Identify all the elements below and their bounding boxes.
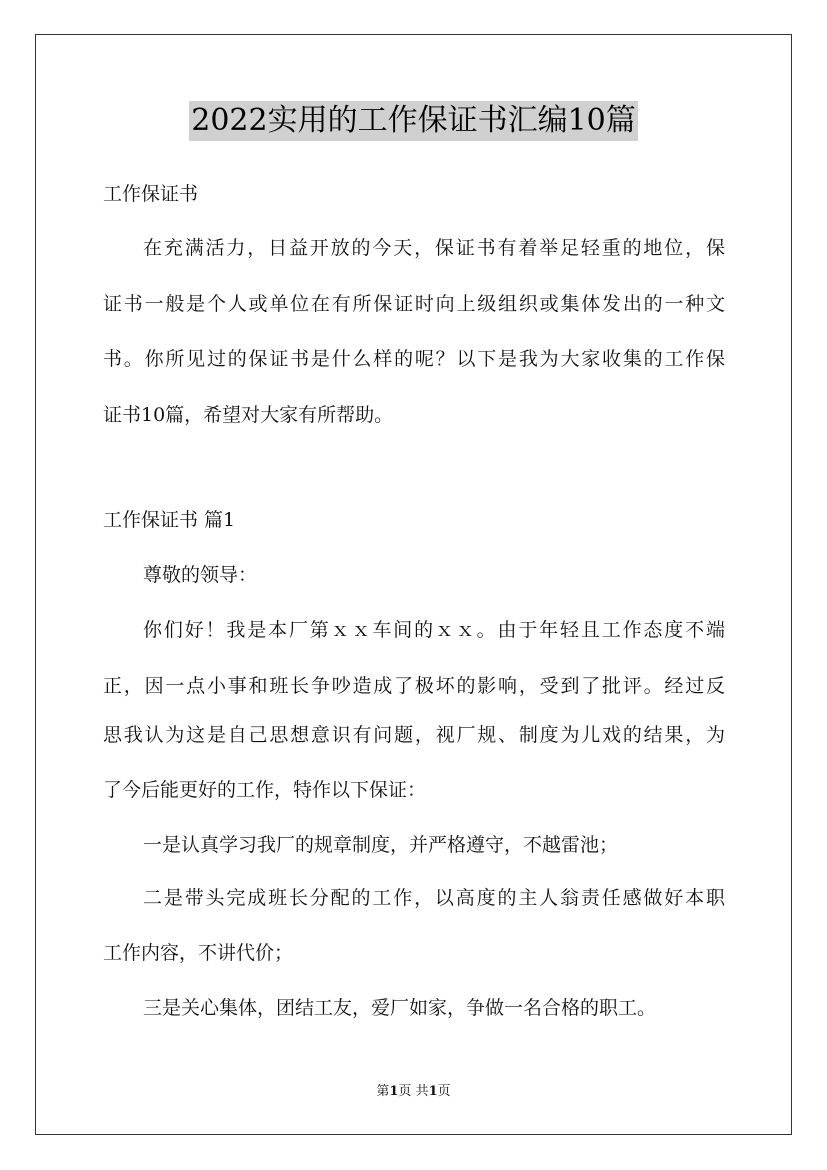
salutation: 尊敬的领导： <box>143 564 258 586</box>
pledge-line-2: 二是带头完成班长分配的工作，以高度的主人翁责任感做好本职 <box>143 887 725 909</box>
body-line-3: 思我认为这是自己思想意识有问题，视厂规、制度为儿戏的结果，为 <box>103 724 725 746</box>
footer-page-mid: 页 共 <box>398 1084 429 1099</box>
pledge-line-1: 一是认真学习我厂的规章制度，并严格遵守，不越雷池； <box>143 834 619 856</box>
body-line-1: 你们好！我是本厂第ｘｘ车间的ｘｘ。由于年轻且工作态度不端 <box>143 619 725 641</box>
intro-line-3: 书。你所见过的保证书是什么样的呢？以下是我为大家收集的工作保 <box>103 348 725 370</box>
intro-line-4: 证书10篇，希望对大家有所帮助。 <box>103 404 394 426</box>
footer-page-prefix: 第 <box>376 1084 390 1099</box>
intro-line-2: 证书一般是个人或单位在有所保证时向上级组织或集体发出的一种文 <box>103 293 725 315</box>
title-container <box>0 101 827 141</box>
pledge-line-4: 三是关心集体，团结工友，爱厂如家，争做一名合格的职工。 <box>143 997 657 1019</box>
document-title: 2022实用的工作保证书汇编10篇 <box>189 101 638 141</box>
body-line-2: 正，因一点小事和班长争吵造成了极坏的影响，受到了批评。经过反 <box>103 675 725 697</box>
pledge-line-3: 工作内容，不讲代价； <box>103 942 294 964</box>
intro-line-1: 在充满活力，日益开放的今天，保证书有着举足轻重的地位，保 <box>143 237 725 259</box>
footer-page-total: 1 <box>428 1084 438 1099</box>
intro-heading: 工作保证书 <box>103 183 199 205</box>
body-line-4: 了今后能更好的工作，特作以下保证： <box>103 779 427 801</box>
page-footer <box>0 1083 827 1101</box>
section1-heading: 工作保证书 篇1 <box>103 509 236 531</box>
footer-page-suffix: 页 <box>437 1084 451 1099</box>
footer-page-current: 1 <box>389 1084 399 1099</box>
